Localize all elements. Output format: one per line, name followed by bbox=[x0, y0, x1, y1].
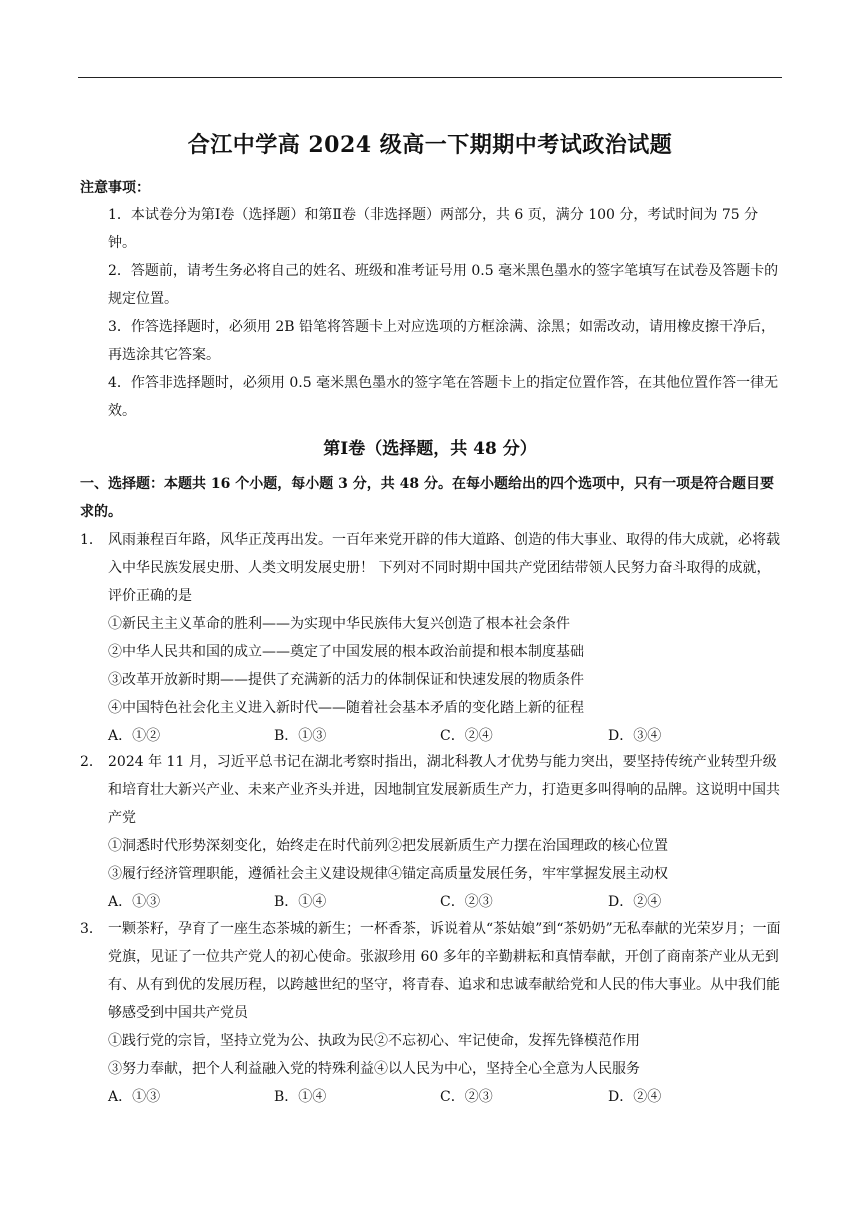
choice-b: B．①③ bbox=[274, 728, 327, 744]
question-stem: 一颗茶籽，孕育了一座生态茶城的新生；一杯香茶，诉说着从“茶姑娘”到“茶奶奶”无私奉献的光荣岁月；一面党旗，见证了一位共产党人的初心使命。张淑珍用 60 多年的辛勤耕耘和真情奉献，开创了商南茶产业从无到有、从有到优的发展历程，以跨越世纪的坚守，将青春、追求和忠诚奉献给党和人民的伟大事业。从中我们能够感受到中国共产党员 bbox=[108, 921, 781, 1021]
notice-heading: 注意事项： bbox=[80, 180, 150, 196]
notice-item-2: 2．答题前，请考生务必将自己的姓名、班级和准考证号用 0.5 毫米黑色墨水的签字笔填写在试卷及答题卡的规定位置。 bbox=[108, 263, 779, 307]
choice-c: C．②④ bbox=[440, 728, 493, 744]
choice-b: B．①④ bbox=[274, 1089, 327, 1105]
answer-choices bbox=[108, 1083, 784, 1111]
question-body bbox=[108, 526, 784, 750]
choice-d: D．②④ bbox=[608, 1089, 662, 1105]
choice-a: A．①③ bbox=[108, 894, 161, 910]
question-body bbox=[108, 915, 784, 1111]
choice-a: A．①② bbox=[108, 728, 161, 744]
statement: ③改革开放新时期——提供了充满新的活力的体制保证和快速发展的物质条件 bbox=[108, 672, 584, 688]
choice-c: C．②③ bbox=[440, 894, 493, 910]
notice-item-4: 4．作答非选择题时，必须用 0.5 毫米黑色墨水的签字笔在答题卡上的指定位置作答，在其他位置作答一律无效。 bbox=[108, 375, 779, 419]
choice-b: B．①④ bbox=[274, 894, 327, 910]
notice-item-1: 1．本试卷分为第Ⅰ卷（选择题）和第Ⅱ卷（非选择题）两部分，共 6 页，满分 100 分，考试时间为 75 分钟。 bbox=[108, 207, 759, 251]
question-stem: 2024 年 11 月，习近平总书记在湖北考察时指出，湖北科教人才优势与能力突出，要坚持传统产业转型升级和培育壮大新兴产业、未来产业齐头并进，因地制宜发展新质生产力，打造更多叫得响的品牌。这说明中国共产党 bbox=[108, 754, 780, 826]
choice-d: D．②④ bbox=[608, 894, 662, 910]
choice-a: A．①③ bbox=[108, 1089, 161, 1105]
statement: ④中国特色社会化主义进入新时代——随着社会基本矛盾的变化踏上新的征程 bbox=[108, 700, 584, 716]
part-heading: 一、选择题：本题共 16 个小题，每小题 3 分，共 48 分。在每小题给出的四个选项中，只有一项是符合题目要求的。 bbox=[80, 476, 774, 520]
section-title: 第Ⅰ卷（选择题，共 48 分） bbox=[323, 439, 537, 459]
statement: ①洞悉时代形势深刻变化，始终走在时代前列②把发展新质生产力摆在治国理政的核心位置 bbox=[108, 838, 668, 854]
page-title: 合江中学高 2024 级高一下期期中考试政治试题 bbox=[187, 132, 673, 158]
notice-item-3: 3．作答选择题时，必须用 2B 铅笔将答题卡上对应选项的方框涂满、涂黑；如需改动，请用橡皮擦干净后，再选涂其它答案。 bbox=[108, 319, 776, 363]
question-number: 2． bbox=[80, 754, 103, 770]
statement: ②中华人民共和国的成立——奠定了中国发展的根本政治前提和根本制度基础 bbox=[108, 644, 584, 660]
question-body bbox=[108, 748, 784, 916]
question-stem: 风雨兼程百年路，风华正茂再出发。一百年来党开辟的伟大道路、创造的伟大事业、取得的伟大成就，必将载入中华民族发展史册、人类文明发展史册！ 下列对不同时期中国共产党团结带领人民努力奋斗取得的成就，评价正确的是 bbox=[108, 532, 780, 604]
statement: ①新民主主义革命的胜利——为实现中华民族伟大复兴创造了根本社会条件 bbox=[108, 616, 570, 632]
header-rule bbox=[78, 77, 782, 78]
statement: ①践行党的宗旨，坚持立党为公、执政为民②不忘初心、牢记使命，发挥先锋模范作用 bbox=[108, 1033, 640, 1049]
answer-choices bbox=[108, 888, 784, 916]
question-number: 1． bbox=[80, 532, 103, 548]
answer-choices bbox=[108, 722, 784, 750]
statement: ③履行经济管理职能，遵循社会主义建设规律④锚定高质量发展任务，牢牢掌握发展主动权 bbox=[108, 866, 668, 882]
choice-d: D．③④ bbox=[608, 728, 662, 744]
statement: ③努力奉献，把个人利益融入党的特殊利益④以人民为中心，坚持全心全意为人民服务 bbox=[108, 1061, 640, 1077]
choice-c: C．②③ bbox=[440, 1089, 493, 1105]
question-number: 3． bbox=[80, 921, 103, 937]
